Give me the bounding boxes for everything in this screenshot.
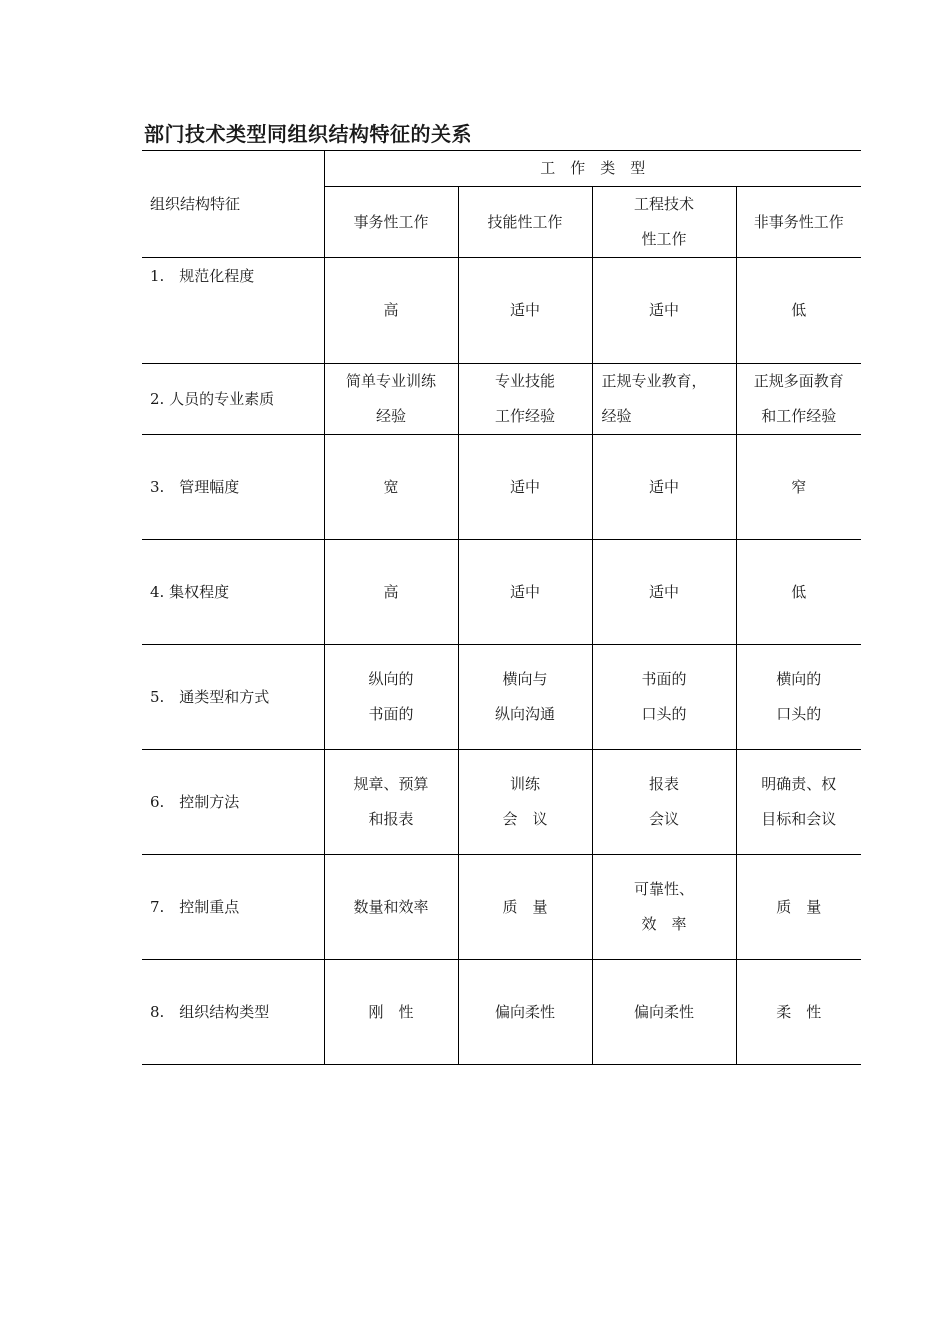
column-header-label: 工程技术	[633, 195, 694, 213]
cell-text: 可靠性、	[633, 880, 694, 898]
cell-text: 会议	[648, 810, 679, 828]
row-feature-label: 5. 通类型和方式	[150, 687, 270, 706]
cell-text: 纵向沟通	[494, 705, 555, 723]
cell-text: 会 议	[502, 810, 548, 828]
row-feature-label: 7. 控制重点	[150, 897, 240, 916]
relationship-table	[142, 150, 861, 1065]
cell-text: 适中	[648, 301, 679, 319]
row-feature-label: 4. 集权程度	[150, 582, 230, 601]
table-cell	[592, 960, 736, 1065]
cell-text: 专业技能	[494, 372, 555, 390]
column-header-label: 事务性工作	[353, 212, 429, 231]
table-cell	[458, 855, 592, 960]
cell-text: 效 率	[641, 915, 687, 933]
cell-text: 适中	[509, 582, 540, 601]
cell-text: 经验	[601, 407, 632, 425]
cell-text: 高	[383, 301, 399, 319]
page-title: 部门技术类型同组织结构特征的关系	[144, 122, 472, 146]
table-cell	[458, 960, 592, 1065]
table-cell	[592, 435, 736, 540]
cell-text: 质 量	[776, 897, 822, 916]
row-feature-label: 8. 组织结构类型	[150, 1002, 270, 1021]
table-cell	[592, 258, 736, 364]
cell-text: 口头的	[776, 705, 822, 723]
table-cell	[324, 645, 458, 750]
column-header	[458, 187, 592, 258]
table-cell	[592, 540, 736, 645]
table-row	[142, 645, 861, 750]
column-header	[736, 187, 861, 258]
cell-text: 纵向的	[368, 670, 414, 688]
cell-text: 正规多面教育	[753, 372, 844, 390]
row-feature-cell	[142, 435, 324, 540]
table-cell	[324, 855, 458, 960]
cell-text: 经验	[375, 407, 406, 425]
table-cell	[736, 855, 861, 960]
feature-header-label: 组织结构特征	[150, 194, 241, 213]
table-cell	[592, 855, 736, 960]
row-feature-label: 2. 人员的专业素质	[150, 389, 275, 408]
table-cell	[592, 364, 736, 435]
table-cell	[324, 540, 458, 645]
cell-text: 横向与	[502, 670, 548, 688]
table-cell	[736, 645, 861, 750]
row-feature-cell	[142, 855, 324, 960]
row-feature-label: 6. 控制方法	[150, 792, 240, 811]
cell-text: 口头的	[641, 705, 687, 723]
cell-text: 适中	[648, 582, 679, 601]
cell-text: 偏向柔性	[633, 1002, 694, 1021]
cell-text: 偏向柔性	[494, 1002, 555, 1021]
column-header	[592, 187, 736, 258]
work-type-group-label: 工 作 类 型	[540, 159, 646, 177]
cell-text: 和报表	[368, 810, 414, 828]
table-row	[142, 540, 861, 645]
table-cell	[736, 960, 861, 1065]
cell-text: 正规专业教育，	[601, 372, 707, 390]
cell-text: 书面的	[641, 670, 687, 688]
table-cell	[736, 540, 861, 645]
cell-text: 窄	[791, 477, 807, 496]
work-type-group-header	[324, 151, 861, 187]
table-cell	[736, 364, 861, 435]
table-cell	[592, 645, 736, 750]
table-cell	[592, 750, 736, 855]
cell-text: 和工作经验	[761, 407, 837, 425]
cell-text: 横向的	[776, 670, 822, 688]
table-cell	[458, 645, 592, 750]
table-cell	[324, 750, 458, 855]
table-cell	[324, 960, 458, 1065]
column-header-label: 性工作	[641, 230, 687, 248]
cell-text: 工作经验	[494, 407, 555, 425]
row-feature-label: 1. 规范化程度	[150, 267, 255, 285]
table-cell	[458, 435, 592, 540]
table-cell	[324, 364, 458, 435]
cell-text: 低	[791, 301, 807, 319]
cell-text: 数量和效率	[353, 897, 429, 916]
row-feature-cell	[142, 750, 324, 855]
cell-text: 宽	[383, 477, 399, 496]
column-header	[324, 187, 458, 258]
table-row	[142, 435, 861, 540]
row-feature-label: 3. 管理幅度	[150, 477, 240, 496]
table-cell	[324, 435, 458, 540]
cell-text: 柔 性	[776, 1002, 822, 1021]
cell-text: 明确责、权	[761, 775, 837, 793]
table-row	[142, 855, 861, 960]
cell-text: 目标和会议	[761, 810, 837, 828]
row-feature-cell	[142, 960, 324, 1065]
cell-text: 适中	[509, 477, 540, 496]
cell-text: 质 量	[502, 897, 548, 916]
table-cell	[458, 258, 592, 364]
cell-text: 训练	[509, 775, 540, 793]
table-cell	[458, 750, 592, 855]
cell-text: 简单专业训练	[345, 372, 436, 390]
table-row	[142, 258, 861, 364]
table-cell	[736, 258, 861, 364]
table-cell	[324, 258, 458, 364]
table-row	[142, 960, 861, 1065]
cell-text: 适中	[648, 477, 679, 496]
cell-text: 适中	[509, 301, 540, 319]
column-header-label: 非事务性工作	[753, 212, 844, 231]
cell-text: 规章、预算	[353, 775, 429, 793]
table-cell	[458, 540, 592, 645]
table-row	[142, 750, 861, 855]
table-cell	[736, 435, 861, 540]
cell-text: 书面的	[368, 705, 414, 723]
column-header-label: 技能性工作	[487, 212, 563, 231]
feature-header-cell	[142, 151, 324, 258]
table-cell	[458, 364, 592, 435]
cell-text: 报表	[648, 775, 679, 793]
table-cell	[736, 750, 861, 855]
row-feature-cell	[142, 364, 324, 435]
row-feature-cell	[142, 258, 324, 364]
row-feature-cell	[142, 645, 324, 750]
cell-text: 高	[383, 582, 399, 601]
row-feature-cell	[142, 540, 324, 645]
cell-text: 刚 性	[368, 1002, 414, 1021]
table-row	[142, 364, 861, 435]
cell-text: 低	[791, 582, 807, 601]
